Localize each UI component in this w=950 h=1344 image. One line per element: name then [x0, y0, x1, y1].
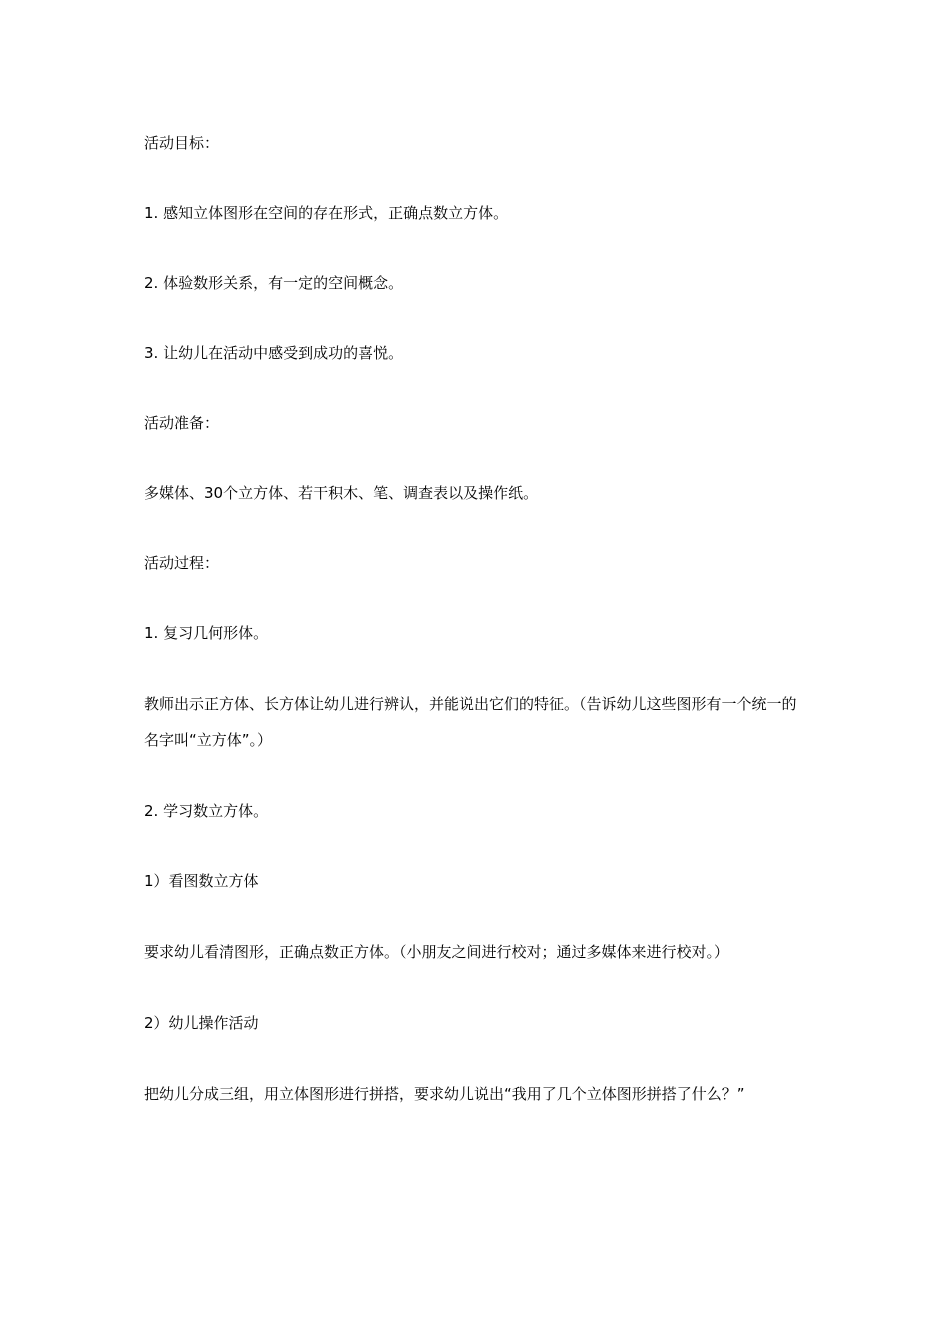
- process-step-2: 2. 学习数立方体。: [144, 802, 269, 820]
- document-body: [144, 126, 804, 1148]
- process-step-1: 1. 复习几何形体。: [144, 624, 269, 642]
- goal-item-2: 2. 体验数形关系，有一定的空间概念。: [144, 274, 404, 292]
- section-heading-process: 活动过程：: [144, 554, 220, 572]
- section-heading-preparation: 活动准备：: [144, 414, 220, 432]
- process-substep-1: 1）看图数立方体: [144, 872, 259, 890]
- process-substep-2-text: 把幼儿分成三组，用立体图形进行拼搭，要求幼儿说出“我用了几个立体图形拼搭了什么？”: [144, 1085, 745, 1103]
- preparation-text: 多媒体、30个立方体、若干积木、笔、调查表以及操作纸。: [144, 484, 539, 502]
- goal-item-1: 1. 感知立体图形在空间的存在形式，正确点数立方体。: [144, 204, 509, 222]
- goal-item-3: 3. 让幼儿在活动中感受到成功的喜悦。: [144, 344, 404, 362]
- process-substep-1-text: 要求幼儿看清图形，正确点数正方体。（小朋友之间进行校对；通过多媒体来进行校对。）: [144, 943, 730, 961]
- section-heading-goals: 活动目标：: [144, 134, 220, 152]
- process-substep-2: 2）幼儿操作活动: [144, 1014, 259, 1032]
- process-step-1-text: 教师出示正方体、长方体让幼儿进行辨认，并能说出它们的特征。（告诉幼儿这些图形有一个统一的名字叫“立方体”。）: [144, 695, 797, 749]
